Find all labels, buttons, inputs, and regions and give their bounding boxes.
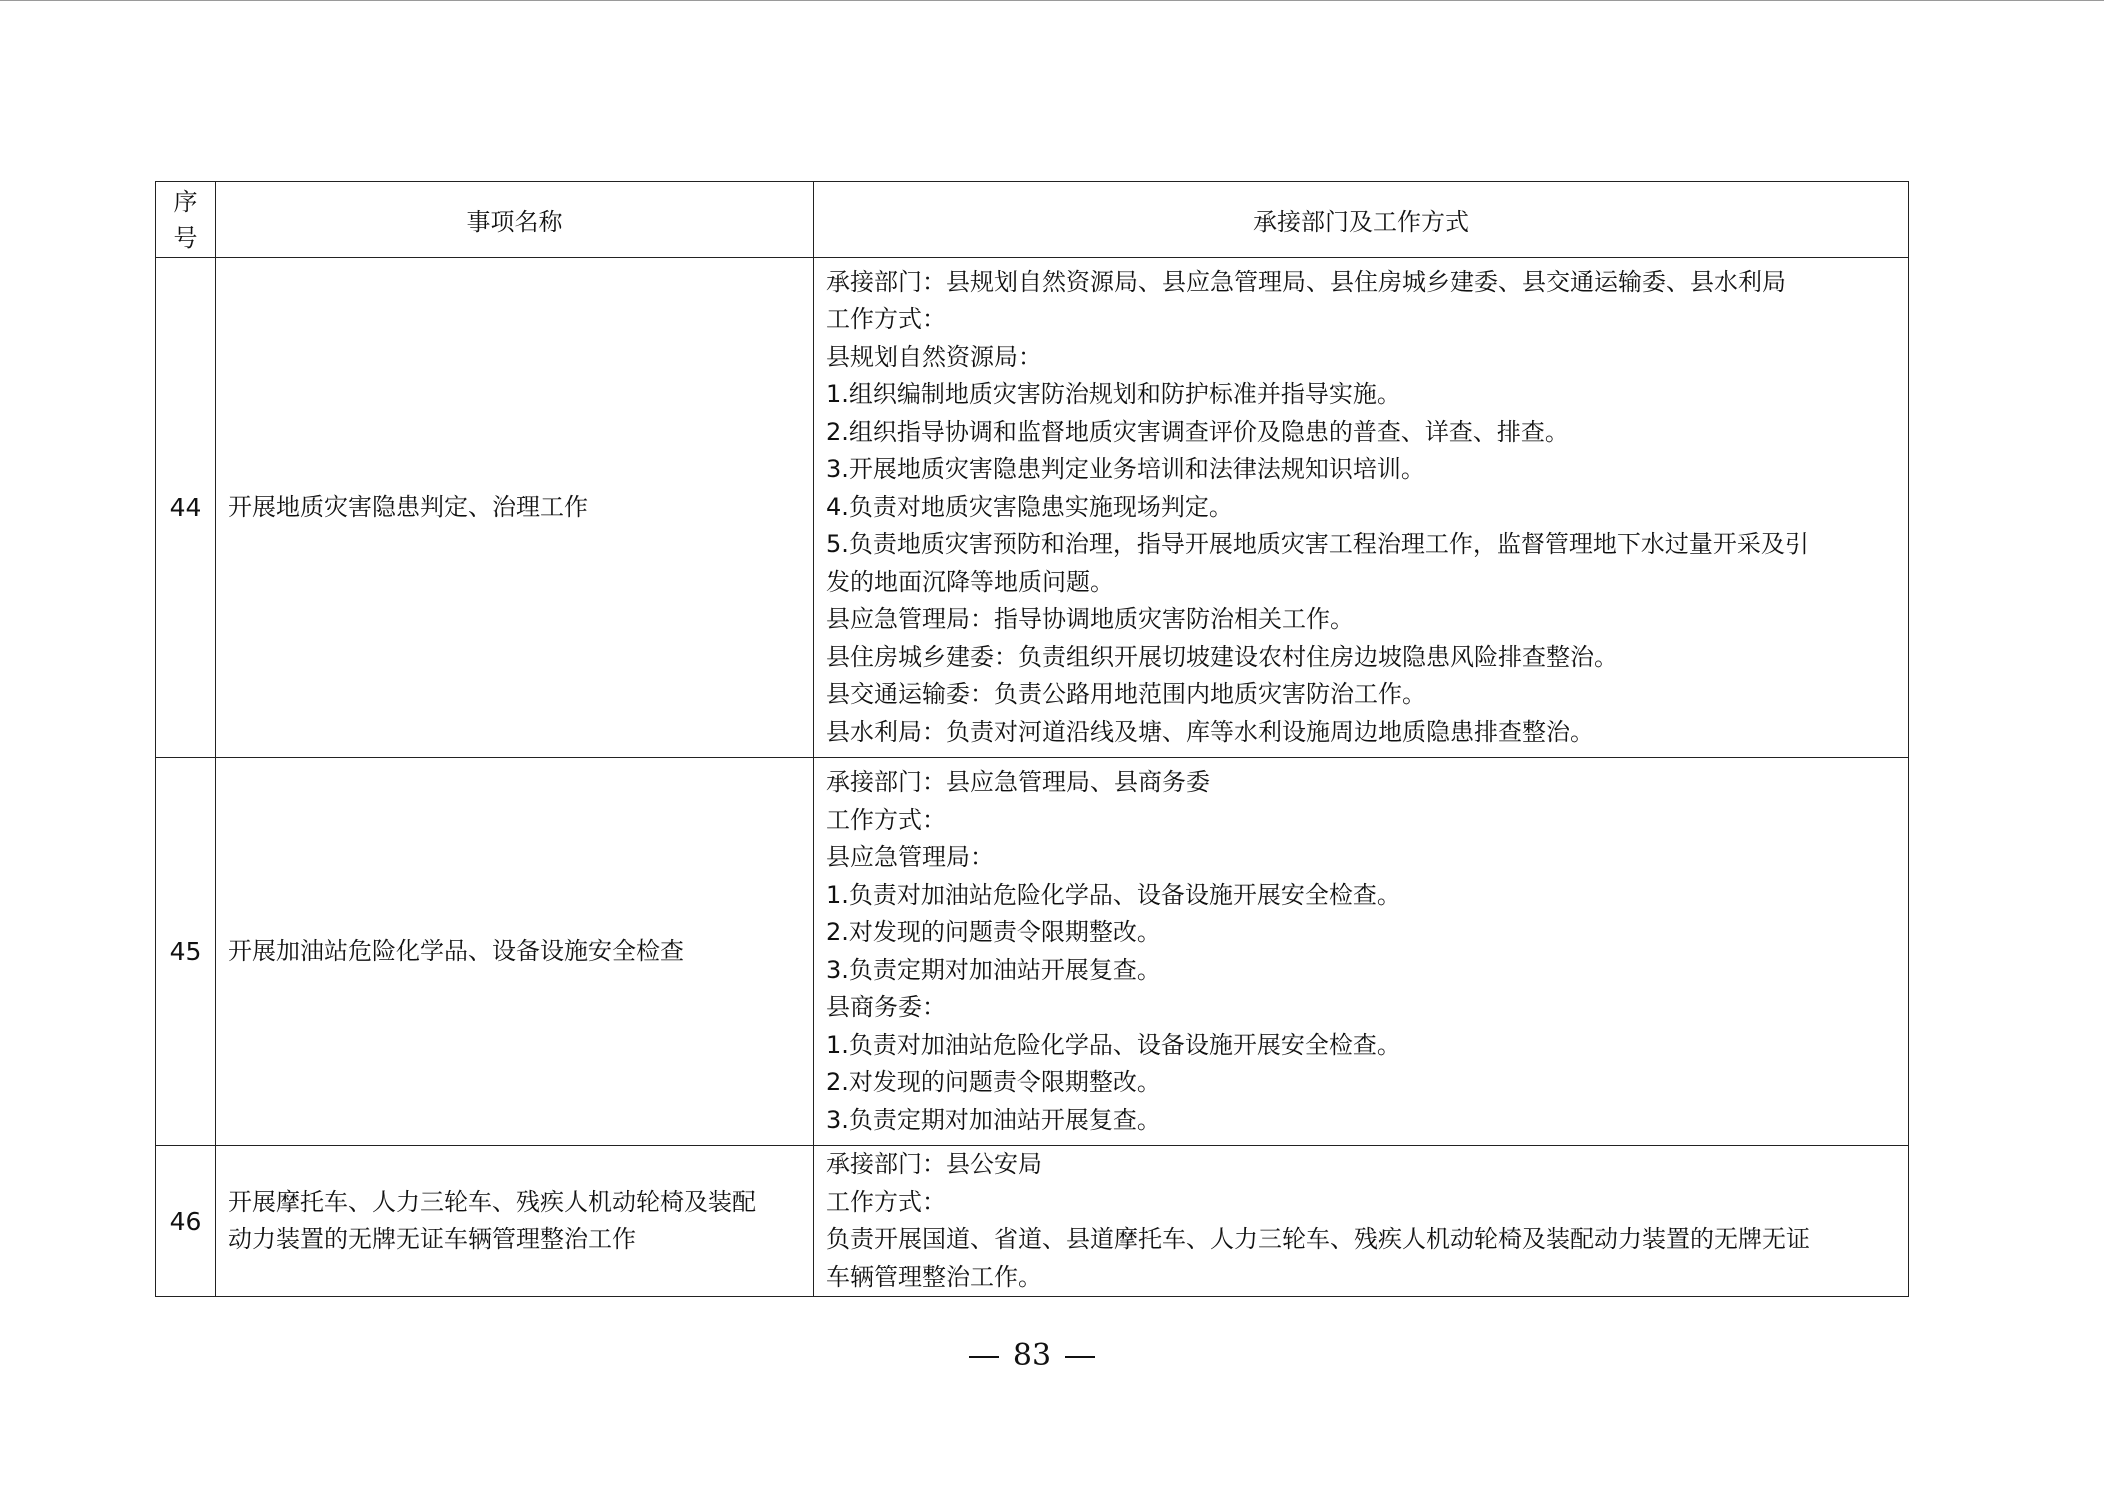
item-name-line-2: 动力装置的无牌无证车辆管理整治工作 bbox=[228, 1225, 636, 1253]
top-border-line bbox=[0, 0, 2104, 1]
department-method-cell bbox=[814, 1146, 1909, 1297]
header-item-name: 事项名称 bbox=[216, 182, 814, 258]
item-name: 开展加油站危险化学品、设备设施安全检查 bbox=[216, 758, 814, 1146]
text-line: 负责开展国道、省道、县道摩托车、人力三轮车、残疾人机动轮椅及装配动力装置的无牌无证 bbox=[826, 1225, 1810, 1253]
text-line: 县住房城乡建委：负责组织开展切坡建设农村住房边坡隐患风险排查整治。 bbox=[826, 642, 1618, 671]
responsibility-table bbox=[155, 181, 1909, 1297]
text-line: 车辆管理整治工作。 bbox=[826, 1262, 1042, 1291]
department-method-cell bbox=[814, 758, 1909, 1146]
text-line: 工作方式： bbox=[826, 1187, 946, 1216]
table-row bbox=[156, 258, 1909, 758]
text-line: 1.负责对加油站危险化学品、设备设施开展安全检查。 bbox=[826, 880, 1401, 909]
row-number: 45 bbox=[156, 758, 216, 1146]
text-line: 3.负责定期对加油站开展复查。 bbox=[826, 955, 1161, 984]
text-line: 2.组织指导协调和监督地质灾害调查评价及隐患的普查、详查、排查。 bbox=[826, 417, 1569, 446]
table-row bbox=[156, 1146, 1909, 1297]
text-line: 2.对发现的问题责令限期整改。 bbox=[826, 918, 1161, 946]
text-line: 承接部门：县公安局 bbox=[826, 1150, 1042, 1178]
item-name: 开展地质灾害隐患判定、治理工作 bbox=[216, 258, 814, 758]
text-line: 工作方式： bbox=[826, 305, 946, 334]
header-serial-line-2: 号 bbox=[173, 223, 198, 252]
text-line: 4.负责对地质灾害隐患实施现场判定。 bbox=[826, 492, 1233, 521]
text-line: 3.负责定期对加油站开展复查。 bbox=[826, 1105, 1161, 1134]
text-line: 发的地面沉降等地质问题。 bbox=[826, 567, 1114, 596]
table-row bbox=[156, 758, 1909, 1146]
left-dash bbox=[969, 1356, 999, 1358]
row-number: 44 bbox=[156, 258, 216, 758]
text-line: 承接部门：县规划自然资源局、县应急管理局、县住房城乡建委、县交通运输委、县水利局 bbox=[826, 267, 1786, 296]
text-line: 县应急管理局：指导协调地质灾害防治相关工作。 bbox=[826, 605, 1354, 634]
text-line: 县交通运输委：负责公路用地范围内地质灾害防治工作。 bbox=[826, 680, 1426, 709]
text-line: 县应急管理局： bbox=[826, 843, 994, 871]
table-header-row bbox=[156, 182, 1909, 258]
header-serial-number bbox=[156, 182, 216, 258]
header-serial-line-1: 序 bbox=[173, 187, 198, 216]
item-name-line-1: 开展摩托车、人力三轮车、残疾人机动轮椅及装配 bbox=[228, 1188, 756, 1216]
right-dash bbox=[1065, 1356, 1095, 1358]
text-line: 县规划自然资源局： bbox=[826, 342, 1042, 371]
text-line: 2.对发现的问题责令限期整改。 bbox=[826, 1068, 1161, 1096]
row-number: 46 bbox=[156, 1146, 216, 1297]
text-line: 县商务委： bbox=[826, 993, 946, 1021]
item-name bbox=[216, 1146, 814, 1297]
text-line: 工作方式： bbox=[826, 805, 946, 834]
text-line: 1.组织编制地质灾害防治规划和防护标准并指导实施。 bbox=[826, 380, 1401, 409]
page-number: 83 bbox=[1012, 1338, 1052, 1373]
header-department-method: 承接部门及工作方式 bbox=[814, 182, 1909, 258]
page-footer bbox=[0, 1338, 2064, 1373]
text-line: 3.开展地质灾害隐患判定业务培训和法律法规知识培训。 bbox=[826, 455, 1425, 484]
text-line: 县水利局：负责对河道沿线及塘、库等水利设施周边地质隐患排查整治。 bbox=[826, 717, 1594, 746]
text-line: 1.负责对加油站危险化学品、设备设施开展安全检查。 bbox=[826, 1030, 1401, 1059]
text-line: 承接部门：县应急管理局、县商务委 bbox=[826, 768, 1210, 796]
text-line: 5.负责地质灾害预防和治理，指导开展地质灾害工程治理工作，监督管理地下水过量开采及引 bbox=[826, 530, 1809, 559]
department-method-cell bbox=[814, 258, 1909, 758]
